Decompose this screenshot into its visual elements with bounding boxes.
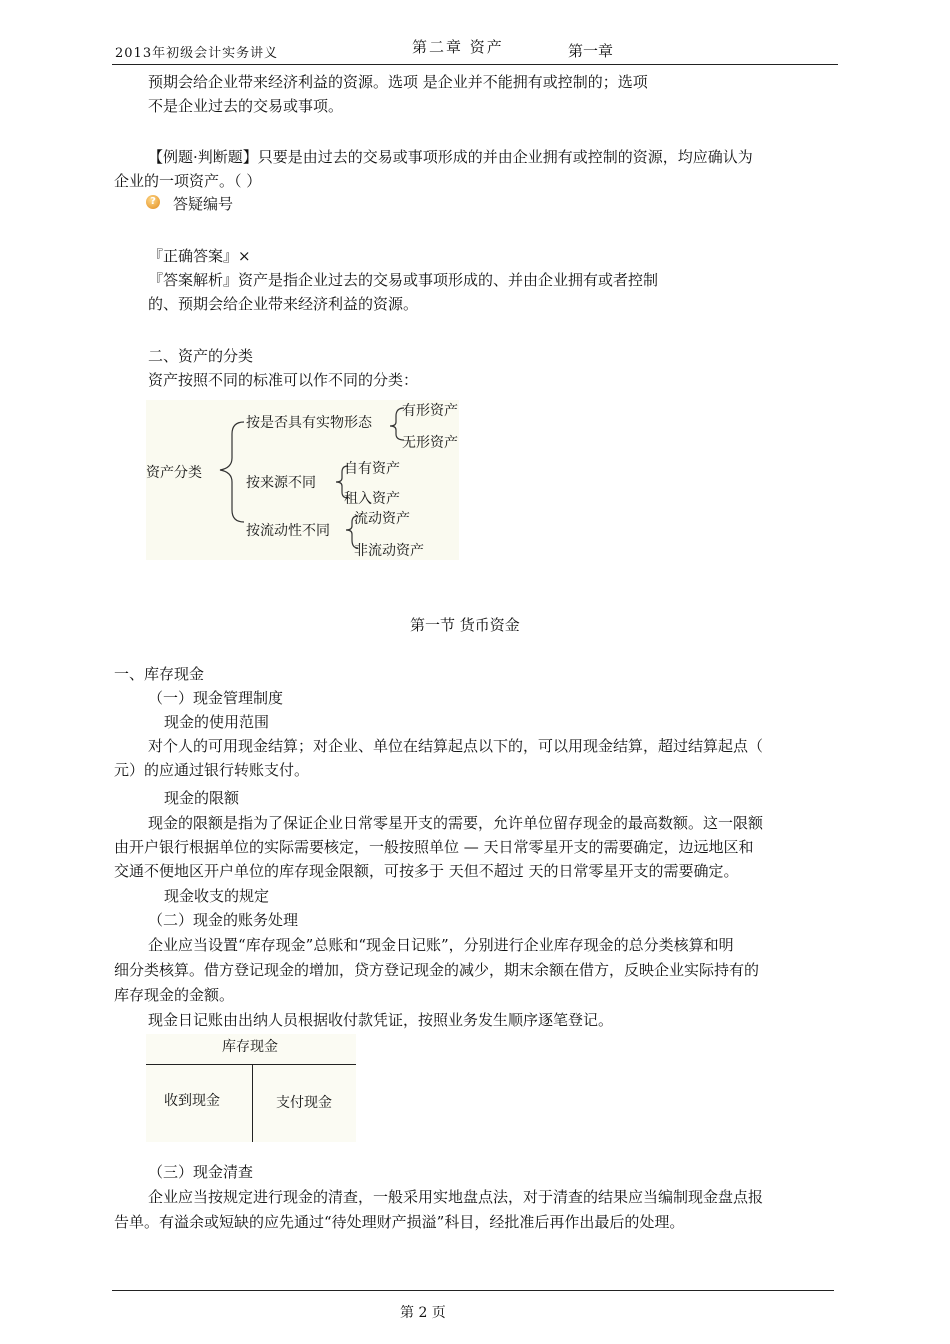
heading-cash-limit: 现金的限额 — [164, 789, 240, 807]
cash-limit-line-3: 交通不便地区开户单位的库存现金限额，可按多于 天但不超过 天的日常零星开支的需要确定。 — [114, 862, 739, 880]
diagram-branch-source: 按来源不同 — [246, 475, 316, 491]
qa-number-label[interactable]: 答疑编号 — [173, 195, 234, 213]
example-question-line-2: 企业的一项资产。（ ） — [114, 172, 262, 190]
heading-cash-count: （三）现金清查 — [148, 1163, 254, 1181]
diagram-root-label: 资产分类 — [146, 465, 202, 481]
example-question-line-1: 【例题·判断题】只要是由过去的交易或事项形成的并由企业拥有或控制的资源，均应确认为 — [148, 148, 753, 166]
t-account-debit: 收到现金 — [164, 1093, 220, 1109]
cash-scope-line-2: 元）的应通过银行转账支付。 — [114, 761, 310, 779]
section-heading-classification: 二、资产的分类 — [148, 347, 254, 365]
diagram-leaf-leased: 租入资产 — [344, 491, 400, 507]
question-mark-icon[interactable]: ? — [146, 195, 160, 209]
page-number: 第 2 页 — [400, 1305, 446, 1321]
cash-accounting-line-1: 企业应当设置“库存现金”总账和“现金日记账”，分别进行企业库存现金的总分类核算和明 — [148, 936, 734, 954]
answer-analysis-line-1: 『答案解析』资产是指企业过去的交易或事项形成的、并由企业拥有或者控制 — [148, 271, 659, 289]
t-account-top-line — [146, 1064, 356, 1065]
header-chapter-label: 第一章 — [568, 42, 614, 60]
heading-cash-accounting: （二）现金的账务处理 — [148, 911, 299, 929]
cash-count-line-2: 告单。有溢余或短缺的应先通过“待处理财产损溢”科目，经批准后再作出最后的处理。 — [114, 1213, 685, 1231]
cash-limit-line-1: 现金的限额是指为了保证企业日常零星开支的需要，允许单位留存现金的最高数额。这一限额 — [148, 814, 764, 832]
header-chapter-title: 第二章 资产 — [412, 38, 504, 56]
t-account-credit: 支付现金 — [276, 1095, 332, 1111]
cash-journal-note: 现金日记账由出纳人员根据收付款凭证，按照业务发生顺序逐笔登记。 — [148, 1011, 614, 1029]
cash-accounting-line-2: 细分类核算。借方登记现金的增加，贷方登记现金的减少，期末余额在借方，反映企业实际持有的 — [114, 961, 760, 979]
correct-answer: 『正确答案』× — [148, 247, 251, 265]
text-line-1: 预期会给企业带来经济利益的资源。选项 是企业并不能拥有或控制的；选项 — [148, 73, 648, 91]
heading-cash-scope: 现金的使用范围 — [164, 713, 270, 731]
answer-analysis-line-2: 的、预期会给企业带来经济利益的资源。 — [148, 295, 419, 313]
cash-t-account — [146, 1034, 356, 1142]
diagram-leaf-owned: 自有资产 — [344, 461, 400, 477]
heading-cash-management: （一）现金管理制度 — [148, 689, 284, 707]
t-account-center-line — [252, 1064, 253, 1142]
footer-divider — [112, 1290, 834, 1291]
cash-accounting-line-3: 库存现金的金额。 — [114, 986, 235, 1004]
diagram-branch-liquidity: 按流动性不同 — [246, 523, 330, 539]
diagram-leaf-noncurrent: 非流动资产 — [354, 543, 424, 559]
heading-cash-rules: 现金收支的规定 — [164, 887, 270, 905]
header-course-title: 2013年初级会计实务讲义 — [115, 46, 279, 61]
section-title-monetary-funds: 第一节 货币资金 — [410, 616, 520, 634]
text-line-2: 不是企业过去的交易或事项。 — [148, 97, 344, 115]
classification-intro: 资产按照不同的标准可以作不同的分类： — [148, 371, 419, 389]
diagram-leaf-current: 流动资产 — [354, 511, 410, 527]
diagram-leaf-tangible: 有形资产 — [402, 403, 458, 419]
diagram-branch-physical-form: 按是否具有实物形态 — [246, 415, 372, 431]
cash-scope-line-1: 对个人的可用现金结算；对企业、单位在结算起点以下的，可以用现金结算，超过结算起点（ — [148, 737, 764, 755]
heading-cash-on-hand: 一、库存现金 — [114, 665, 205, 683]
cash-limit-line-2: 由开户银行根据单位的实际需要核定，一般按照单位 — 天日常零星开支的需要确定，边远地区和 — [114, 838, 754, 856]
header-divider — [112, 64, 838, 65]
diagram-leaf-intangible: 无形资产 — [402, 435, 458, 451]
asset-classification-diagram — [146, 400, 459, 560]
cash-count-line-1: 企业应当按规定进行现金的清查，一般采用实地盘点法，对于清查的结果应当编制现金盘点报 — [148, 1188, 764, 1206]
t-account-title: 库存现金 — [222, 1039, 278, 1055]
